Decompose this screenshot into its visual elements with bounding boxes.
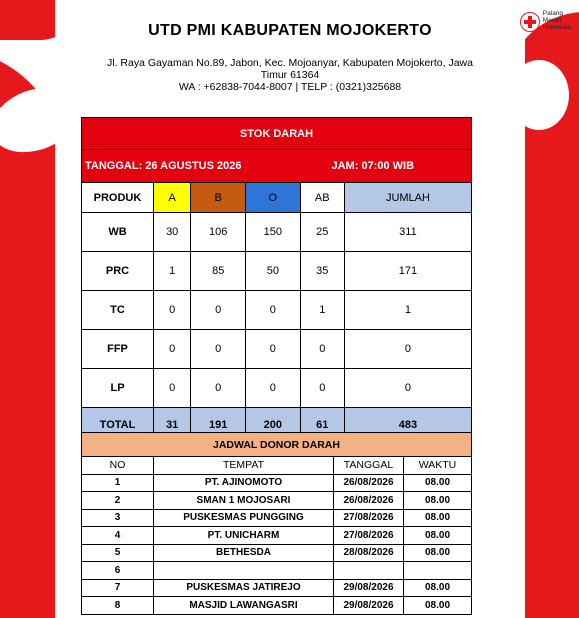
jadwal-header-row	[82, 457, 472, 475]
value-cell: 1	[154, 252, 191, 291]
value-cell: 0	[246, 369, 301, 408]
value-cell: 50	[246, 252, 301, 291]
stok-row	[82, 291, 472, 330]
waktu-cell: 08.00	[404, 579, 472, 597]
value-cell: 0	[344, 369, 471, 408]
waktu-cell: 08.00	[404, 474, 472, 492]
jadwal-row	[82, 597, 472, 615]
waktu-cell: 08.00	[404, 544, 472, 562]
value-cell: 30	[154, 213, 191, 252]
stok-date-cell	[82, 150, 472, 183]
stok-row	[82, 330, 472, 369]
value-cell: 0	[246, 330, 301, 369]
logo-line-3: Indonesia	[542, 24, 571, 31]
value-cell: 85	[191, 252, 246, 291]
value-cell: 35	[300, 252, 344, 291]
waktu-cell	[404, 562, 472, 580]
tempat-cell: PT. UNICHARM	[154, 527, 334, 545]
tanggal-cell: 29/08/2026	[334, 597, 404, 615]
jadwal-row	[82, 544, 472, 562]
waktu-cell: 08.00	[404, 492, 472, 510]
value-cell: 0	[154, 330, 191, 369]
value-cell: 0	[191, 369, 246, 408]
tanggal-cell: 28/08/2026	[334, 544, 404, 562]
tempat-cell: SMAN 1 MOJOSARI	[154, 492, 334, 510]
product-cell: FFP	[82, 330, 154, 369]
col-tanggal: TANGGAL	[334, 457, 404, 475]
total-cell: 483	[344, 408, 471, 442]
address-line-1: Jl. Raya Gayaman No.89, Jabon, Kec. Mojoanyar, Kabupaten Mojokerto, Jawa	[107, 57, 473, 69]
total-cell: 200	[246, 408, 301, 442]
product-cell: LP	[82, 369, 154, 408]
waktu-cell: 08.00	[404, 597, 472, 615]
jadwal-title-row	[82, 433, 472, 457]
total-cell: 31	[154, 408, 191, 442]
waktu-cell: 08.00	[404, 527, 472, 545]
value-cell: 311	[344, 213, 471, 252]
value-cell: 0	[300, 330, 344, 369]
stok-tanggal: TANGGAL: 26 AGUSTUS 2026	[85, 160, 242, 172]
no-cell: 7	[82, 579, 154, 597]
col-jumlah: JUMLAH	[344, 183, 471, 213]
no-cell: 8	[82, 597, 154, 615]
logo-line-2: Merah	[542, 17, 562, 24]
value-cell: 0	[191, 330, 246, 369]
no-cell: 2	[82, 492, 154, 510]
tempat-cell: PT. AJINOMOTO	[154, 474, 334, 492]
value-cell: 0	[154, 291, 191, 330]
value-cell: 25	[300, 213, 344, 252]
red-cross-icon	[520, 12, 540, 32]
stok-row	[82, 213, 472, 252]
stok-title: STOK DARAH	[82, 118, 472, 150]
stok-row	[82, 252, 472, 291]
stok-header-row	[82, 183, 472, 213]
value-cell: 0	[344, 330, 471, 369]
tempat-cell: PUSKESMAS JATIREJO	[154, 579, 334, 597]
tempat-cell: MASJID LAWANGASRI	[154, 597, 334, 615]
value-cell: 171	[344, 252, 471, 291]
stok-darah-table	[81, 117, 472, 442]
total-label: TOTAL	[82, 408, 154, 442]
tempat-cell: PUSKESMAS PUNGGING	[154, 509, 334, 527]
total-cell: 61	[300, 408, 344, 442]
value-cell: 1	[344, 291, 471, 330]
stok-jam: JAM: 07:00 WIB	[331, 160, 415, 172]
pmi-logo	[520, 10, 571, 32]
no-cell: 5	[82, 544, 154, 562]
contact-line: WA : +62838-7044-8007 | TELP : (0321)325688	[178, 81, 402, 93]
stok-date-row	[82, 150, 472, 183]
page-title: UTD PMI KABUPATEN MOJOKERTO	[148, 22, 432, 39]
logo-text	[543, 10, 571, 31]
tempat-cell: BETHESDA	[154, 544, 334, 562]
jadwal-row	[82, 579, 472, 597]
no-cell: 4	[82, 527, 154, 545]
total-cell: 191	[191, 408, 246, 442]
product-cell: PRC	[82, 252, 154, 291]
jadwal-row	[82, 527, 472, 545]
jadwal-row	[82, 474, 472, 492]
product-cell: TC	[82, 291, 154, 330]
product-cell: WB	[82, 213, 154, 252]
logo-line-1: Palang	[542, 10, 564, 17]
col-b: B	[191, 183, 246, 213]
no-cell: 1	[82, 474, 154, 492]
stok-title-row	[82, 118, 472, 150]
col-o: O	[246, 183, 301, 213]
no-cell: 6	[82, 562, 154, 580]
value-cell: 0	[246, 291, 301, 330]
jadwal-row	[82, 492, 472, 510]
value-cell: 0	[300, 369, 344, 408]
value-cell: 1	[300, 291, 344, 330]
address-line-2: Timur 61364	[260, 69, 320, 81]
col-tempat: TEMPAT	[154, 457, 334, 475]
value-cell: 150	[246, 213, 301, 252]
col-waktu: WAKTU	[404, 457, 472, 475]
value-cell: 106	[191, 213, 246, 252]
jadwal-row	[82, 509, 472, 527]
tanggal-cell: 29/08/2026	[334, 579, 404, 597]
jadwal-row	[82, 562, 472, 580]
tanggal-cell	[334, 562, 404, 580]
col-a: A	[154, 183, 191, 213]
col-ab: AB	[300, 183, 344, 213]
stok-row	[82, 369, 472, 408]
tanggal-cell: 27/08/2026	[334, 527, 404, 545]
value-cell: 0	[154, 369, 191, 408]
col-produk: PRODUK	[82, 183, 154, 213]
jadwal-title: JADWAL DONOR DARAH	[82, 433, 472, 457]
col-no: NO	[82, 457, 154, 475]
no-cell: 3	[82, 509, 154, 527]
jadwal-donor-table	[81, 432, 472, 615]
address-block	[60, 57, 520, 93]
tanggal-cell: 26/08/2026	[334, 474, 404, 492]
tempat-cell	[154, 562, 334, 580]
tanggal-cell: 26/08/2026	[334, 492, 404, 510]
waktu-cell: 08.00	[404, 509, 472, 527]
value-cell: 0	[191, 291, 246, 330]
tanggal-cell: 27/08/2026	[334, 509, 404, 527]
